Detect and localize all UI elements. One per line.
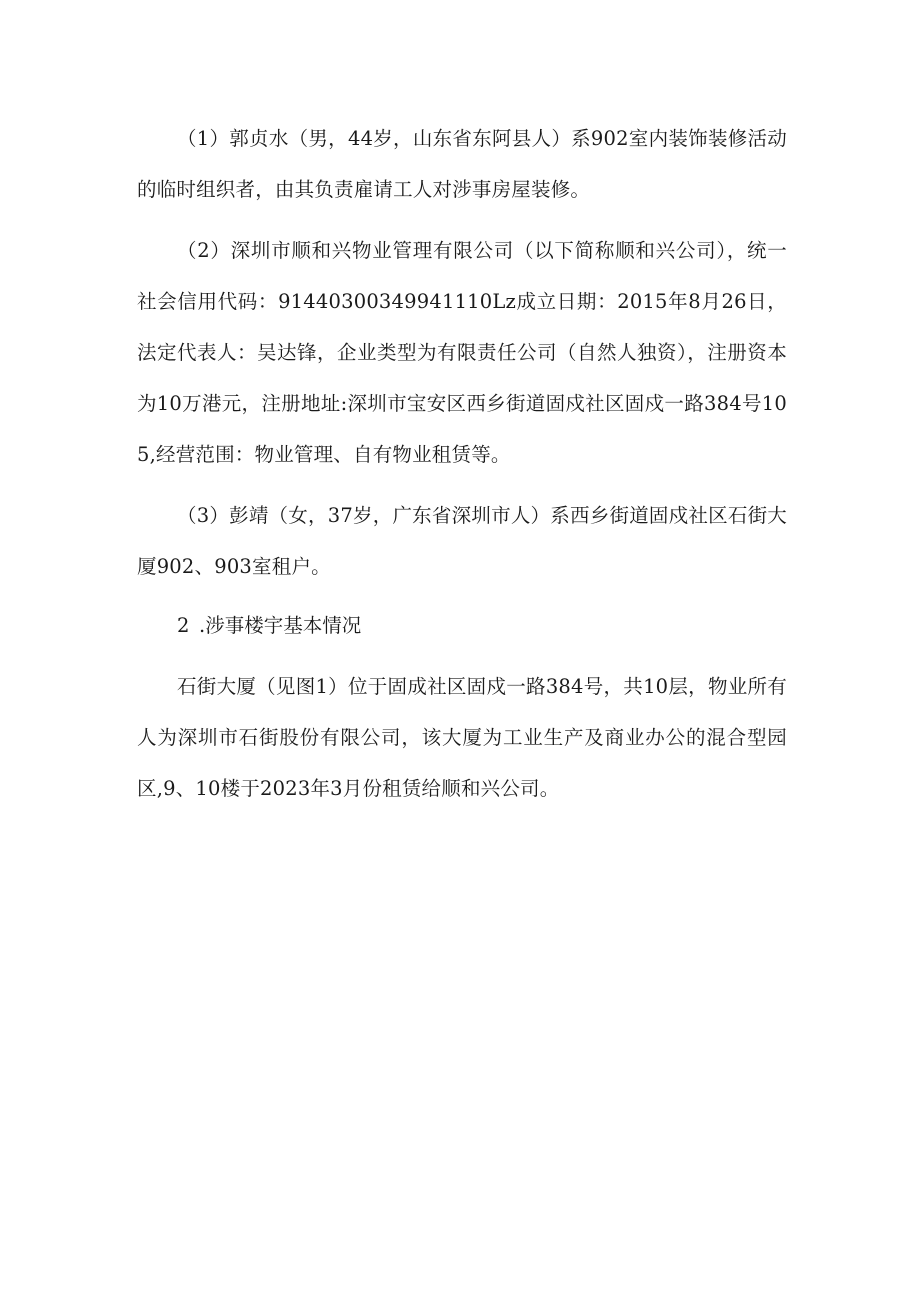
section-number: 2 bbox=[177, 614, 190, 637]
paragraph-3: （3）彭靖（女，37岁，广东省深圳市人）系西乡街道固戍社区石街大厦902、903室租户。 bbox=[137, 504, 787, 578]
section-title: .涉事楼宇基本情况 bbox=[199, 614, 362, 637]
document-page bbox=[137, 113, 787, 814]
paragraph-1: （1）郭贞水（男，44岁，山东省东阿县人）系902室内装饰装修活动的临时组织者，由其负责雇请工人对涉事房屋装修。 bbox=[137, 127, 787, 201]
section-heading bbox=[137, 600, 787, 651]
section-body: 石街大厦（见图1）位于固成社区固戍一路384号，共10层，物业所有人为深圳市石街股份有限公司，该大厦为工业生产及商业办公的混合型园区,9、10楼于2023年3月份租赁给顺和兴公司。 bbox=[137, 675, 787, 800]
paragraph-2: （2）深圳市顺和兴物业管理有限公司（以下简称顺和兴公司），统一社会信用代码：91440300349941110Lz成立日期：2015年8月26日，法定代表人：吴达锋，企业类型为有限责任公司（自然人独资），注册资本为10万港元，注册地址:深圳市宝安区西乡街道固戍社区固戍一路384号105,经营范围：物业管理、自有物业租赁等。 bbox=[137, 239, 787, 466]
